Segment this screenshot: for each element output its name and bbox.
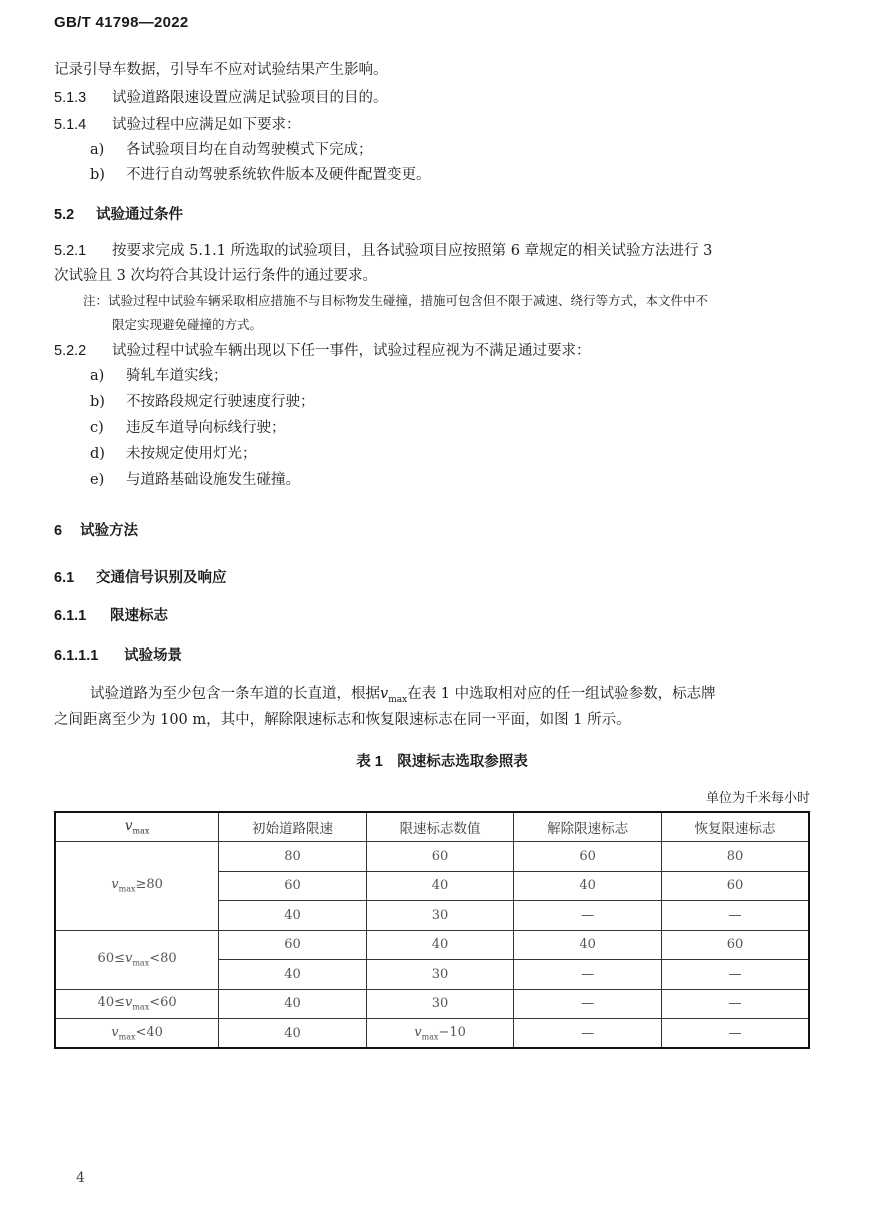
- v-symbol: v: [111, 1024, 119, 1040]
- list-item: [90, 418, 286, 438]
- note-line1: [83, 292, 708, 310]
- list-item: [90, 392, 315, 412]
- paragraph-text: 在表 1 中选取相对应的任一组试验参数，标志牌: [407, 686, 716, 702]
- list-text: 未按规定使用灯光；: [126, 446, 257, 462]
- vmax-range-cell: [55, 842, 219, 931]
- page-number: 4: [76, 1170, 85, 1186]
- sign-value-cell: 60: [366, 842, 514, 872]
- section-heading-5-2: [54, 205, 183, 225]
- restore-sign-cell: 80: [661, 842, 809, 872]
- v-subscript: max: [118, 885, 136, 895]
- heading-number: 6.1.1.1: [54, 648, 99, 664]
- heading-number: 6: [54, 523, 63, 539]
- cell-text: −10: [438, 1024, 466, 1040]
- note-line2: 限定实现避免碰撞的方式。: [112, 317, 263, 332]
- list-item: [90, 444, 257, 464]
- header-vmax: [55, 812, 219, 842]
- restore-sign-cell: 60: [661, 930, 809, 960]
- section-heading-6-1-1: [54, 606, 168, 626]
- v-symbol: v: [124, 951, 133, 967]
- range-prefix: 40≤: [97, 995, 125, 1011]
- list-item: [90, 366, 228, 386]
- initial-limit-cell: 60: [219, 871, 367, 901]
- heading-title: 试验方法: [80, 523, 138, 539]
- header-sign-value: 限速标志数值: [366, 812, 514, 842]
- v-subscript: max: [132, 1003, 150, 1013]
- list-label: a): [90, 142, 105, 158]
- list-text: 不进行自动驾驶系统软件版本及硬件配置变更。: [126, 167, 431, 183]
- list-label: d): [90, 446, 105, 462]
- restore-sign-cell: —: [661, 1019, 809, 1049]
- vmax-range-cell: [55, 1019, 219, 1049]
- clause-text-line1: 按要求完成 5.1.1 所选取的试验项目，且各试验项目应按照第 6 章规定的相关试验方法进行 3: [112, 243, 713, 259]
- note-label: 注：: [83, 294, 109, 308]
- heading-number: 6.1.1: [54, 608, 87, 624]
- paragraph-line1: [90, 684, 716, 710]
- heading-title: 试验通过条件: [96, 207, 183, 223]
- table-row: [55, 989, 809, 1019]
- clause-text: 试验道路限速设置应满足试验项目的目的。: [112, 90, 388, 106]
- list-label: e): [90, 472, 105, 488]
- release-sign-cell: —: [514, 989, 662, 1019]
- header-initial-limit: 初始道路限速: [219, 812, 367, 842]
- v-symbol: v: [111, 877, 119, 893]
- list-item: [90, 470, 300, 490]
- heading-title: 限速标志: [110, 608, 168, 624]
- release-sign-cell: 60: [514, 842, 662, 872]
- table-header-row: [55, 812, 809, 842]
- list-label: b): [90, 167, 105, 183]
- heading-title: 试验场景: [124, 648, 182, 664]
- list-text: 违反车道导向标线行驶；: [126, 420, 286, 436]
- table-row: [55, 930, 809, 960]
- v-subscript: max: [132, 826, 150, 836]
- clause-number: 5.2.2: [54, 343, 87, 359]
- v-subscript: max: [388, 694, 408, 705]
- heading-number: 5.2: [54, 207, 75, 223]
- release-sign-cell: —: [514, 960, 662, 990]
- release-sign-cell: 40: [514, 930, 662, 960]
- sign-value-cell: 40: [366, 930, 514, 960]
- v-symbol: v: [380, 686, 389, 702]
- list-item: [90, 165, 431, 185]
- header-restore-sign: 恢复限速标志: [661, 812, 809, 842]
- v-subscript: max: [118, 1032, 136, 1042]
- list-text: 各试验项目均在自动驾驶模式下完成；: [126, 142, 373, 158]
- range-suffix: <80: [149, 951, 177, 967]
- list-label: b): [90, 394, 105, 410]
- header-release-sign: 解除限速标志: [514, 812, 662, 842]
- paragraph-line2: 之间距离至少为 100 m，其中，解除限速标志和恢复限速标志在同一平面，如图 1 所示。: [54, 712, 631, 728]
- heading-title: 交通信号识别及响应: [96, 570, 227, 586]
- clause-5-2-2: [54, 341, 591, 361]
- initial-limit-cell: 80: [219, 842, 367, 872]
- clause-number: 5.1.4: [54, 117, 87, 133]
- sign-value-cell: [366, 1019, 514, 1049]
- clause-5-2-1-line2: 次试验且 3 次均符合其设计运行条件的通过要求。: [54, 268, 377, 284]
- section-heading-6: [54, 521, 138, 541]
- restore-sign-cell: 60: [661, 871, 809, 901]
- paragraph-text: 试验道路为至少包含一条车道的长直道，根据: [90, 686, 380, 702]
- clause-text: 试验过程中试验车辆出现以下任一事件，试验过程应视为不满足通过要求：: [112, 343, 591, 359]
- range-suffix: <60: [149, 995, 177, 1011]
- range-suffix: ≥80: [135, 877, 163, 893]
- initial-limit-cell: 40: [219, 989, 367, 1019]
- standard-code: GB/T 41798—2022: [54, 14, 189, 31]
- list-text: 骑轧车道实线；: [126, 368, 228, 384]
- range-suffix: <40: [135, 1024, 163, 1040]
- vmax-range-cell: [55, 989, 219, 1019]
- vmax-range-cell: [55, 930, 219, 989]
- list-text: 与道路基础设施发生碰撞。: [126, 472, 300, 488]
- release-sign-cell: —: [514, 1019, 662, 1049]
- speed-limit-table: [54, 811, 810, 1049]
- clause-5-1-4: [54, 115, 301, 135]
- sign-value-cell: 30: [366, 901, 514, 931]
- clause-number: 5.1.3: [54, 90, 87, 106]
- continued-text: 记录引导车数据，引导车不应对试验结果产生影响。: [54, 62, 388, 78]
- release-sign-cell: —: [514, 901, 662, 931]
- sign-value-cell: 40: [366, 871, 514, 901]
- restore-sign-cell: —: [661, 901, 809, 931]
- clause-5-1-3: [54, 88, 388, 108]
- note-text: 试验过程中试验车辆采取相应措施不与目标物发生碰撞，措施可包含但不限于减速、绕行等方式，本文件中不: [108, 293, 709, 308]
- list-label: a): [90, 368, 105, 384]
- table-caption: 表 1 限速标志选取参照表: [356, 754, 528, 770]
- list-label: c): [90, 420, 104, 436]
- restore-sign-cell: —: [661, 989, 809, 1019]
- range-prefix: 60≤: [97, 951, 125, 967]
- v-symbol: v: [124, 818, 133, 835]
- section-heading-6-1-1-1: [54, 646, 182, 666]
- clause-number: 5.2.1: [54, 243, 87, 259]
- clause-5-2-1: [54, 241, 712, 261]
- table-row: [55, 1019, 809, 1049]
- initial-limit-cell: 60: [219, 930, 367, 960]
- v-subscript: max: [421, 1032, 439, 1042]
- list-text: 不按路段规定行驶速度行驶；: [126, 394, 315, 410]
- v-symbol: v: [414, 1024, 422, 1040]
- restore-sign-cell: —: [661, 960, 809, 990]
- initial-limit-cell: 40: [219, 960, 367, 990]
- initial-limit-cell: 40: [219, 1019, 367, 1049]
- v-subscript: max: [132, 958, 150, 968]
- table-unit: 单位为千米每小时: [705, 791, 810, 806]
- initial-limit-cell: 40: [219, 901, 367, 931]
- list-item: [90, 140, 373, 160]
- section-heading-6-1: [54, 568, 227, 588]
- v-symbol: v: [124, 995, 133, 1011]
- clause-text: 试验过程中应满足如下要求：: [112, 117, 301, 133]
- heading-number: 6.1: [54, 570, 75, 586]
- release-sign-cell: 40: [514, 871, 662, 901]
- sign-value-cell: 30: [366, 989, 514, 1019]
- sign-value-cell: 30: [366, 960, 514, 990]
- table-row: [55, 842, 809, 872]
